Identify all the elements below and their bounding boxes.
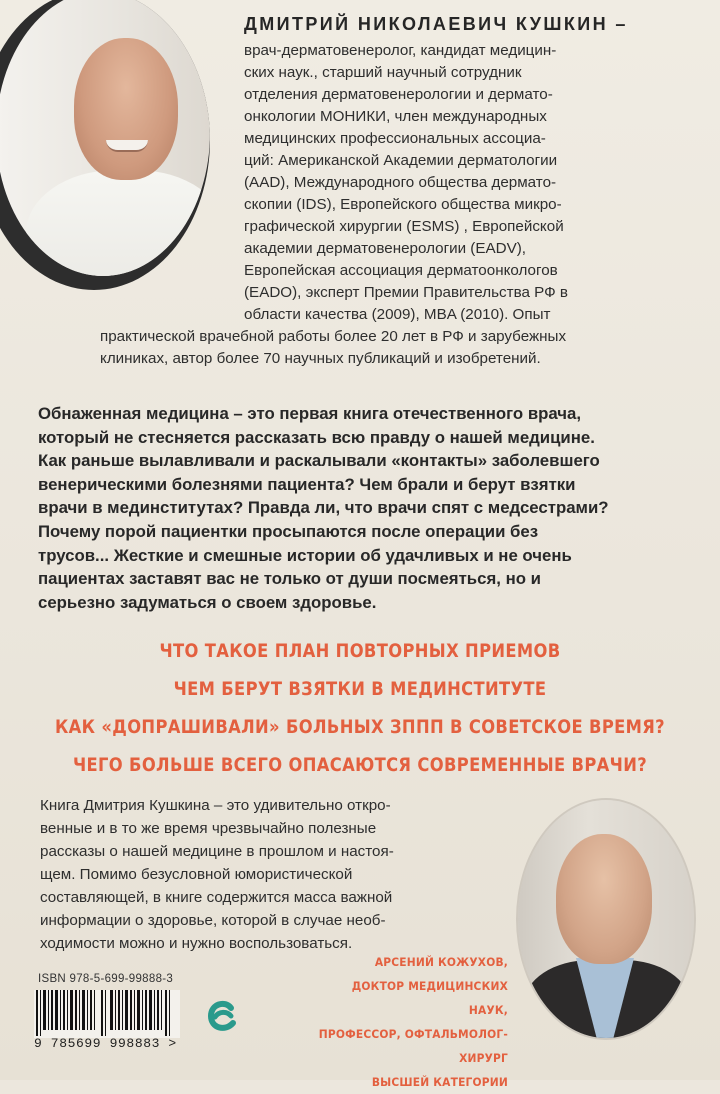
question-line: ЧЕГО БОЛЬШЕ ВСЕГО ОПАСАЮТСЯ СОВРЕМЕННЫЕ ВРАЧИ? (72, 754, 648, 776)
reviewer-credits: АРСЕНИЙ КОЖУХОВ, ДОКТОР МЕДИЦИНСКИХ НАУК, ПРОФЕССОР, ОФТАЛЬМОЛОГ-ХИРУРГ ВЫСШЕЙ КАТЕГОРИИ (318, 955, 508, 1089)
barcode (34, 990, 180, 1038)
barcode-number: 9 785699 998883 > (34, 1036, 177, 1051)
question-line: ЧЕМ БЕРУТ ВЗЯТКИ В МЕДИНСТИТУТЕ (173, 678, 547, 700)
teaser-questions (0, 632, 720, 784)
question-line: КАК «ДОПРАШИВАЛИ» БОЛЬНЫХ ЗППП В СОВЕТСКОЕ ВРЕМЯ? (54, 716, 666, 738)
isbn-label: ISBN 978-5-699-99888-3 (38, 973, 174, 985)
author-bio-continued: практической врачебной работы более 20 лет в РФ и зарубежных клиниках, автор более 70 научных публикаций и изобретений. (100, 328, 567, 367)
question-line: ЧТО ТАКОЕ ПЛАН ПОВТОРНЫХ ПРИЕМОВ (159, 640, 561, 662)
book-description: Обнаженная медицина – это первая книга отечественного врача, который не стесняется рассказать всю правду о нашей медицине. Как раньше вылавливали и раскалывали «контакты» заболевшего венерическими болезнями пациента? Чем брали и берут взятки врачи в мединститутах? Правда ли, что врачи спят с медсестрами? Почему порой пациентки просыпаются после операции без трусов... Жесткие и смешные истории об удачливых и не очень пациентах заставят вас не только от души посмеяться, но и серьезно задуматься о своем здоровье. (38, 404, 609, 612)
author-portrait (0, 0, 210, 290)
author-name: ДМИТРИЙ НИКОЛАЕВИЧ КУШКИН – (244, 14, 628, 34)
publisher-logo-icon (203, 996, 243, 1036)
review-quote: Книга Дмитрия Кушкина – это удивительно откро- венные и в то же время чрезвычайно полезные рассказы о нашей медицине в прошлом и настоя- щем. Помимо безусловной юмористической составляющей, в книге содержится масса важной информации о здоровье, которой в случае необ- ходимости можно и нужно воспользоваться. (40, 797, 394, 952)
reviewer-portrait (516, 798, 696, 1040)
author-bio: врач-дерматовенеролог, кандидат медицин- ских наук., старший научный сотрудник отделения дерматовенерологии и дермато- онкологии МОНИКИ, член международных медицинских профессиональных ассоциа- ций: Американской Академии дерматологии (AAD), Международного общества дермато- скопии (IDS), Европейского общества микро- графической хирургии (ESMS) , Европейской академии дерматовенерологии (EADV), Европейская ассоциация дерматоонкологов (EADO), эксперт Премии Правительства РФ в области качества (2009), MBA (2010). Опыт (244, 42, 568, 323)
